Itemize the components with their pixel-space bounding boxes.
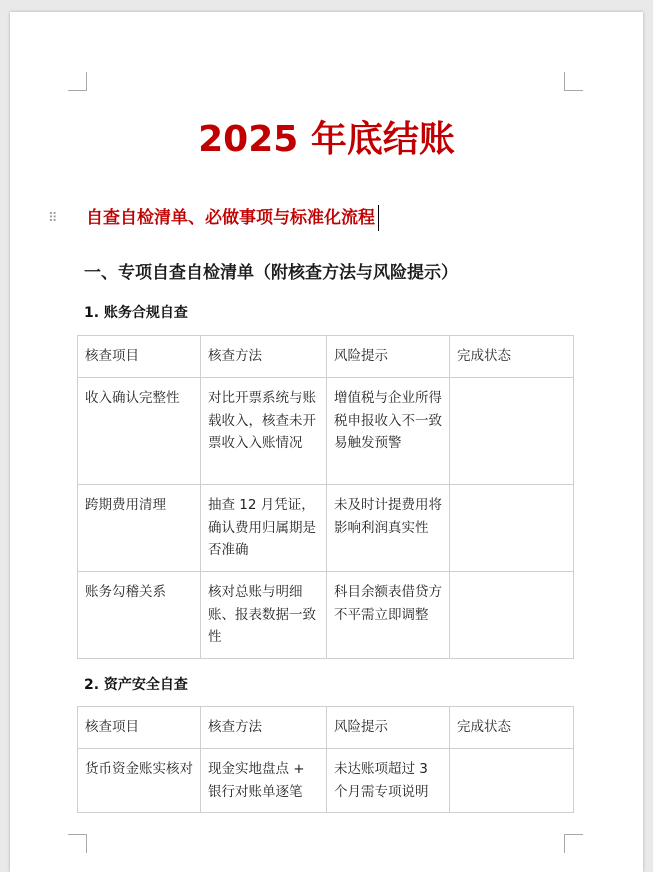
checklist-table bbox=[77, 335, 574, 659]
column-header[interactable]: 风险提示 bbox=[327, 336, 450, 378]
column-header[interactable]: 核查项目 bbox=[78, 707, 201, 749]
status-cell[interactable] bbox=[450, 572, 574, 659]
column-header[interactable]: 核查方法 bbox=[201, 707, 327, 749]
table-cell[interactable]: 未达账项超过 3 个月需专项说明 bbox=[327, 749, 450, 813]
drag-handle-icon[interactable]: ⠿ bbox=[48, 211, 57, 226]
column-header[interactable]: 核查方法 bbox=[201, 336, 327, 378]
document-page bbox=[10, 12, 643, 872]
table-row bbox=[78, 378, 574, 485]
column-header[interactable]: 完成状态 bbox=[450, 336, 574, 378]
status-cell[interactable] bbox=[450, 485, 574, 572]
margin-corner-top-left bbox=[68, 72, 87, 91]
table-row bbox=[78, 572, 574, 659]
table-cell[interactable]: 对比开票系统与账载收入，核查未开票收入入账情况 bbox=[201, 378, 327, 485]
subsection-heading[interactable]: 1. 账务合规自查 bbox=[84, 305, 188, 321]
document-title[interactable]: 2025 年底结账 bbox=[198, 119, 455, 160]
table-row bbox=[78, 749, 574, 813]
column-header[interactable]: 完成状态 bbox=[450, 707, 574, 749]
subsection-heading[interactable]: 2. 资产安全自查 bbox=[84, 677, 188, 693]
table-cell[interactable]: 收入确认完整性 bbox=[78, 378, 201, 485]
checklist-table bbox=[77, 706, 574, 813]
column-header[interactable]: 风险提示 bbox=[327, 707, 450, 749]
table-header-row bbox=[78, 336, 574, 378]
table-cell[interactable]: 现金实地盘点 + 银行对账单逐笔 bbox=[201, 749, 327, 813]
table-cell[interactable]: 核对总账与明细账、报表数据一致性 bbox=[201, 572, 327, 659]
table-cell[interactable]: 跨期费用清理 bbox=[78, 485, 201, 572]
section-heading[interactable]: 一、专项自查自检清单（附核查方法与风险提示） bbox=[84, 263, 458, 283]
status-cell[interactable] bbox=[450, 378, 574, 485]
table-cell[interactable]: 未及时计提费用将影响利润真实性 bbox=[327, 485, 450, 572]
margin-corner-top-right bbox=[564, 72, 583, 91]
table-cell[interactable]: 账务勾稽关系 bbox=[78, 572, 201, 659]
margin-corner-bottom-right bbox=[564, 834, 583, 853]
table-cell[interactable]: 科目余额表借贷方不平需立即调整 bbox=[327, 572, 450, 659]
table-header-row bbox=[78, 707, 574, 749]
document-subtitle[interactable]: 自查自检清单、必做事项与标准化流程 bbox=[86, 205, 379, 231]
margin-corner-bottom-left bbox=[68, 834, 87, 853]
table-row bbox=[78, 485, 574, 572]
table-cell[interactable]: 增值税与企业所得税申报收入不一致易触发预警 bbox=[327, 378, 450, 485]
status-cell[interactable] bbox=[450, 749, 574, 813]
table-cell[interactable]: 货币资金账实核对 bbox=[78, 749, 201, 813]
table-cell[interactable]: 抽查 12 月凭证，确认费用归属期是否准确 bbox=[201, 485, 327, 572]
column-header[interactable]: 核查项目 bbox=[78, 336, 201, 378]
